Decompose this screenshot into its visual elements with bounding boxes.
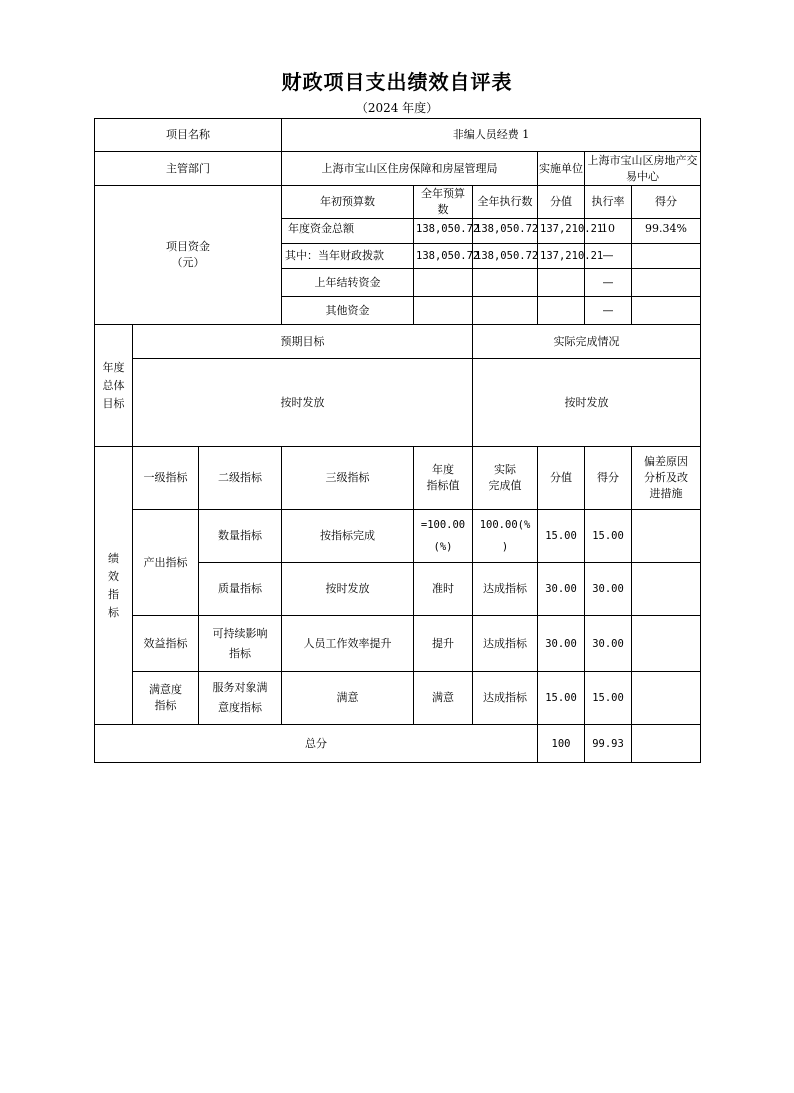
dept-value: 上海市宝山区住房保障和房屋管理局 xyxy=(282,152,538,186)
goals-actual-value: 按时发放 xyxy=(473,359,701,447)
funds-header-annual: 全年预算数 xyxy=(414,186,473,219)
total-reason xyxy=(632,725,701,763)
goals-actual-label: 实际完成情况 xyxy=(473,325,701,359)
indicator-header-level3: 三级指标 xyxy=(282,447,414,510)
indicator-reason xyxy=(632,510,701,563)
indicator-row xyxy=(95,510,701,563)
funds-row-label: 其中：当年财政拨款 xyxy=(282,244,414,269)
indicator-header-actual: 实际 完成值 xyxy=(473,447,538,510)
indicator-header-level2: 二级指标 xyxy=(199,447,282,510)
funds-row-label: 上年结转资金 xyxy=(282,269,414,297)
indicator-reason xyxy=(632,563,701,616)
indicator-row xyxy=(95,616,701,672)
funds-label: 项目资金 （元） xyxy=(95,186,282,325)
goals-value-row xyxy=(95,359,701,447)
goals-expected-label: 预期目标 xyxy=(133,325,473,359)
indicator-target: 满意 xyxy=(414,672,473,725)
indicator-actual: 达成指标 xyxy=(473,672,538,725)
indicator-level1: 产出指标 xyxy=(133,510,199,616)
unit-value: 上海市宝山区房地产交易中心 xyxy=(585,152,701,186)
indicator-actual: 达成指标 xyxy=(473,616,538,672)
indicator-value: 30.00 xyxy=(538,563,585,616)
total-row xyxy=(95,725,701,763)
indicator-actual: 100.00(% ) xyxy=(473,510,538,563)
funds-cell-score-value: — xyxy=(585,297,632,325)
funds-cell-rate: 99.34% xyxy=(632,219,701,244)
indicator-target: =100.00 (%) xyxy=(414,510,473,563)
indicator-header-value: 分值 xyxy=(538,447,585,510)
funds-cell-rate xyxy=(632,269,701,297)
indicator-header-level1: 一级指标 xyxy=(133,447,199,510)
funds-header-score: 得分 xyxy=(632,186,701,219)
funds-cell-executed xyxy=(538,297,585,325)
indicator-level3: 人员工作效率提升 xyxy=(282,616,414,672)
indicator-score: 30.00 xyxy=(585,563,632,616)
unit-label: 实施单位 xyxy=(538,152,585,186)
funds-cell-executed xyxy=(538,269,585,297)
project-name-label: 项目名称 xyxy=(95,119,282,152)
goals-label: 年度 总体 目标 xyxy=(95,325,133,447)
page-subtitle: （2024 年度） xyxy=(355,101,439,115)
funds-header-initial: 年初预算数 xyxy=(282,186,414,219)
indicator-score: 30.00 xyxy=(585,616,632,672)
total-label: 总分 xyxy=(95,725,538,763)
funds-header-row xyxy=(95,186,701,219)
funds-cell-annual xyxy=(473,297,538,325)
indicator-reason xyxy=(632,616,701,672)
funds-cell-executed: 137,210.21 xyxy=(538,244,585,269)
funds-cell-initial: 138,050.72 xyxy=(414,244,473,269)
funds-row-label: 年度资金总额 xyxy=(282,219,414,244)
funds-cell-annual xyxy=(473,269,538,297)
indicator-score: 15.00 xyxy=(585,510,632,563)
indicator-value: 15.00 xyxy=(538,672,585,725)
project-name-row xyxy=(95,119,701,152)
indicators-label: 绩 效 指 标 xyxy=(95,447,133,725)
evaluation-table xyxy=(94,118,701,763)
funds-header-executed: 全年执行数 xyxy=(473,186,538,219)
indicator-level3: 按时发放 xyxy=(282,563,414,616)
indicator-reason xyxy=(632,672,701,725)
funds-cell-initial: 138,050.72 xyxy=(414,219,473,244)
indicators-header-row xyxy=(95,447,701,510)
indicator-target: 提升 xyxy=(414,616,473,672)
funds-cell-initial xyxy=(414,297,473,325)
indicator-value: 15.00 xyxy=(538,510,585,563)
funds-header-score-value: 分值 xyxy=(538,186,585,219)
indicator-level3: 按指标完成 xyxy=(282,510,414,563)
funds-cell-rate xyxy=(632,297,701,325)
indicator-value: 30.00 xyxy=(538,616,585,672)
funds-cell-score-value: — xyxy=(585,269,632,297)
indicator-target: 准时 xyxy=(414,563,473,616)
indicator-level2: 可持续影响 指标 xyxy=(199,616,282,672)
funds-header-rate: 执行率 xyxy=(585,186,632,219)
indicator-level1: 效益指标 xyxy=(133,616,199,672)
funds-cell-score-value: 10 xyxy=(585,219,632,244)
indicator-header-score: 得分 xyxy=(585,447,632,510)
page-title: 财政项目支出绩效自评表 xyxy=(281,70,513,94)
indicator-actual: 达成指标 xyxy=(473,563,538,616)
department-row xyxy=(95,152,701,186)
funds-cell-score-value: — xyxy=(585,244,632,269)
indicator-row xyxy=(95,672,701,725)
indicator-level2: 数量指标 xyxy=(199,510,282,563)
goals-expected-value: 按时发放 xyxy=(133,359,473,447)
indicator-level2: 服务对象满 意度指标 xyxy=(199,672,282,725)
dept-label: 主管部门 xyxy=(95,152,282,186)
funds-cell-initial xyxy=(414,269,473,297)
funds-cell-executed: 137,210.21 xyxy=(538,219,585,244)
indicator-level1: 满意度 指标 xyxy=(133,672,199,725)
indicator-header-target: 年度 指标值 xyxy=(414,447,473,510)
indicator-score: 15.00 xyxy=(585,672,632,725)
indicator-level3: 满意 xyxy=(282,672,414,725)
funds-cell-annual: 138,050.72 xyxy=(473,219,538,244)
funds-row-label: 其他资金 xyxy=(282,297,414,325)
project-name-value: 非编人员经费 1 xyxy=(282,119,701,152)
funds-cell-rate xyxy=(632,244,701,269)
goals-header-row xyxy=(95,325,701,359)
funds-cell-annual: 138,050.72 xyxy=(473,244,538,269)
total-value: 100 xyxy=(538,725,585,763)
indicator-level2: 质量指标 xyxy=(199,563,282,616)
indicator-header-reason: 偏差原因 分析及改 进措施 xyxy=(632,447,701,510)
total-score: 99.93 xyxy=(585,725,632,763)
